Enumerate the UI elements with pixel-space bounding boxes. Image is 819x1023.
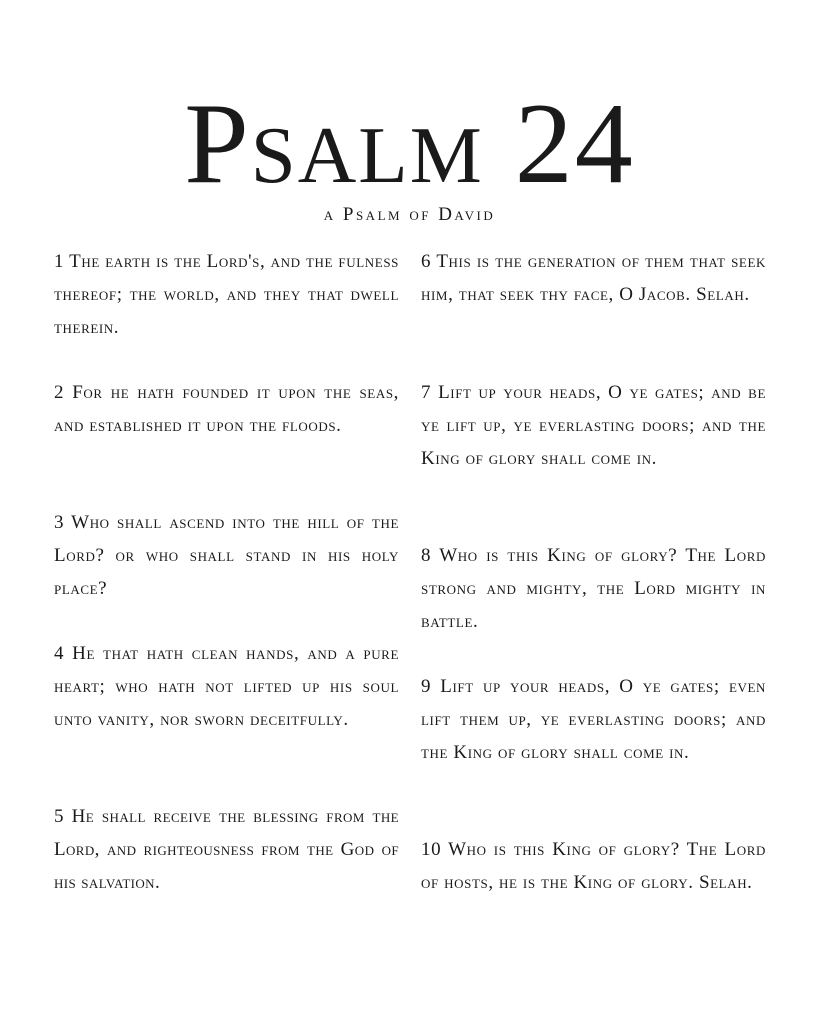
verse-text: He that hath clean hands, and a pure heart; who hath not lifted up his soul unto vanity, nor sworn deceitfully.	[54, 643, 399, 730]
verse-text: For he hath founded it upon the seas, and established it upon the floods.	[54, 382, 399, 436]
verse-8	[421, 539, 766, 638]
verse-number: 1	[54, 251, 65, 272]
verse-1	[54, 245, 399, 344]
verse-text: Lift up your heads, O ye gates; even lift them up, ye everlasting doors; and the King of glory shall come in.	[421, 676, 766, 763]
verse-text: Who is this King of glory? The Lord of hosts, he is the King of glory. Selah.	[421, 839, 766, 893]
verse-text: Who is this King of glory? The Lord strong and mighty, the Lord mighty in battle.	[421, 545, 766, 632]
page-title: Psalm 24	[184, 80, 635, 208]
verse-number: 3	[54, 512, 65, 533]
verse-4	[54, 637, 399, 736]
verse-text: Lift up your heads, O ye gates; and be ye lift up, ye everlasting doors; and the King of glory shall come in.	[421, 382, 766, 469]
verse-number: 4	[54, 643, 65, 664]
verse-7	[421, 376, 766, 475]
verse-text: This is the generation of them that seek him, that seek thy face, O Jacob. Selah.	[421, 251, 766, 305]
verse-5	[54, 800, 399, 899]
verse-text: Who shall ascend into the hill of the Lord? or who shall stand in his holy place?	[54, 512, 399, 599]
verse-number: 9	[421, 676, 432, 697]
verse-6	[421, 245, 766, 311]
verse-number: 10	[421, 839, 442, 860]
verse-10	[421, 833, 766, 899]
verse-text: The earth is the Lord's, and the fulness thereof; the world, and they that dwell therein.	[54, 251, 399, 338]
page-subtitle: a Psalm of David	[323, 204, 496, 225]
verse-number: 8	[421, 545, 432, 566]
verse-number: 2	[54, 382, 65, 403]
verse-number: 6	[421, 251, 432, 272]
verse-3	[54, 506, 399, 605]
verse-2	[54, 376, 399, 442]
verse-number: 5	[54, 806, 64, 827]
verse-number: 7	[421, 382, 432, 403]
verse-text: He shall receive the blessing from the Lord, and righteousness from the God of his salvation.	[54, 806, 399, 893]
verse-9	[421, 670, 766, 769]
